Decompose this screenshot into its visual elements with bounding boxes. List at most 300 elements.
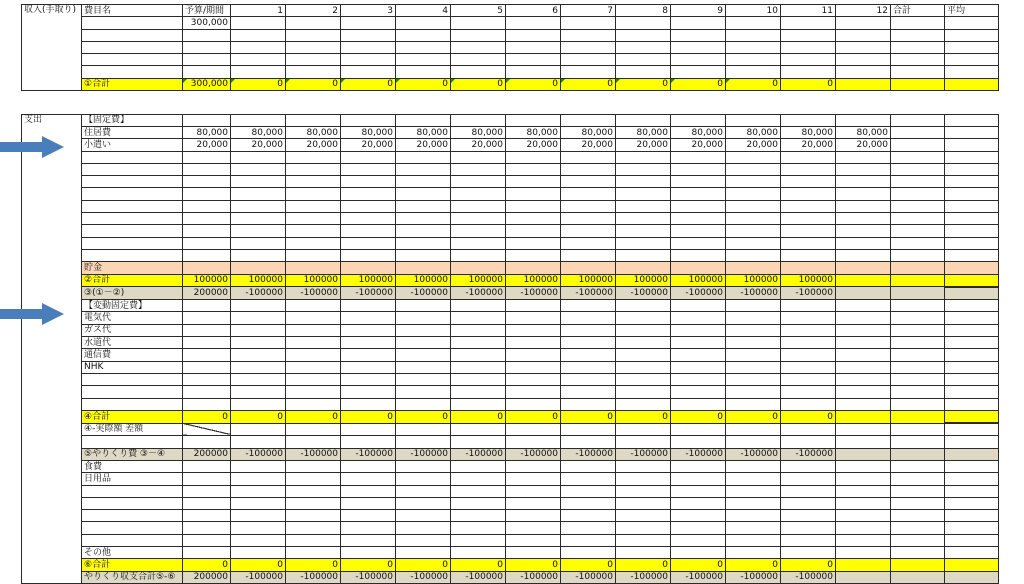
empty-cell[interactable] [286,66,341,78]
empty-cell[interactable] [616,398,671,410]
cell[interactable]: 80,000 [231,126,286,138]
empty-cell[interactable] [561,200,616,212]
section-cell[interactable] [22,225,82,237]
empty-cell[interactable] [836,176,891,188]
cell[interactable]: -100000 [726,571,781,583]
empty-cell[interactable] [836,534,891,546]
empty-cell[interactable] [945,473,999,485]
empty-cell[interactable] [836,312,891,324]
empty-cell[interactable] [726,497,781,509]
empty-cell[interactable] [616,66,671,78]
empty-cell[interactable] [781,188,836,200]
empty-cell[interactable] [836,66,891,78]
section-cell[interactable] [22,66,82,78]
empty-cell[interactable] [396,41,451,53]
empty-cell[interactable] [891,249,945,261]
empty-cell[interactable] [945,312,999,324]
empty-cell[interactable] [183,151,231,163]
empty-cell[interactable] [396,163,451,175]
cell[interactable]: 0 [183,559,231,571]
empty-cell[interactable] [341,398,396,410]
empty-cell[interactable] [396,176,451,188]
cell[interactable]: 8 [616,5,671,17]
section-cell[interactable] [22,176,82,188]
empty-cell[interactable] [671,249,726,261]
empty-cell[interactable] [286,176,341,188]
empty-cell[interactable] [781,237,836,249]
empty-cell[interactable] [183,176,231,188]
cell[interactable]: -100000 [506,287,561,300]
cell[interactable]: 80,000 [836,126,891,138]
cell[interactable]: 100000 [396,274,451,287]
empty-cell[interactable] [183,54,231,66]
empty-cell[interactable] [231,176,286,188]
empty-cell[interactable] [616,436,671,448]
cell[interactable]: 11 [781,5,836,17]
empty-cell[interactable] [781,534,836,546]
cell[interactable]: 0 [616,559,671,571]
empty-cell[interactable] [781,497,836,509]
empty-cell[interactable] [506,497,561,509]
section-cell[interactable] [22,423,82,436]
empty-cell[interactable] [945,547,999,559]
empty-cell[interactable] [396,436,451,448]
empty-cell[interactable] [451,66,506,78]
empty-cell[interactable] [945,274,999,287]
empty-cell[interactable] [82,188,183,200]
section-cell[interactable] [22,373,82,385]
empty-cell[interactable] [945,373,999,385]
empty-cell[interactable] [945,54,999,66]
empty-cell[interactable] [781,176,836,188]
empty-cell[interactable] [231,349,286,361]
empty-cell[interactable] [231,188,286,200]
empty-cell[interactable] [396,54,451,66]
empty-cell[interactable] [183,163,231,175]
empty-cell[interactable] [891,448,945,460]
empty-cell[interactable] [945,17,999,29]
section-cell[interactable] [22,54,82,66]
empty-cell[interactable] [891,139,945,151]
empty-cell[interactable] [616,176,671,188]
empty-cell[interactable] [945,139,999,151]
empty-cell[interactable] [286,225,341,237]
cell[interactable]: 300,000 [183,78,231,90]
section-cell[interactable] [22,571,82,583]
cell[interactable]: ②合計 [82,274,183,287]
empty-cell[interactable] [231,398,286,410]
empty-cell[interactable] [726,151,781,163]
empty-cell[interactable] [506,547,561,559]
empty-cell[interactable] [183,66,231,78]
cell[interactable]: -100000 [231,287,286,300]
empty-cell[interactable] [726,361,781,373]
empty-cell[interactable] [726,312,781,324]
empty-cell[interactable] [506,373,561,385]
cell[interactable]: 合計 [891,5,945,17]
empty-cell[interactable] [231,473,286,485]
cell[interactable]: 20,000 [561,139,616,151]
cell[interactable]: その他 [82,547,183,559]
cell[interactable]: 100000 [781,274,836,287]
empty-cell[interactable] [286,41,341,53]
empty-cell[interactable] [506,349,561,361]
empty-cell[interactable] [616,54,671,66]
empty-cell[interactable] [286,522,341,534]
empty-cell[interactable] [891,17,945,29]
empty-cell[interactable] [616,188,671,200]
empty-cell[interactable] [671,497,726,509]
empty-cell[interactable] [836,151,891,163]
empty-cell[interactable] [616,249,671,261]
empty-cell[interactable] [286,114,341,126]
cell[interactable]: -100000 [231,448,286,460]
cell[interactable]: 20,000 [451,139,506,151]
empty-cell[interactable] [183,41,231,53]
empty-cell[interactable] [891,460,945,472]
empty-cell[interactable] [506,41,561,53]
empty-cell[interactable] [286,237,341,249]
empty-cell[interactable] [506,473,561,485]
empty-cell[interactable] [451,200,506,212]
empty-cell[interactable] [82,29,183,41]
empty-cell[interactable] [231,510,286,522]
empty-cell[interactable] [836,287,891,300]
empty-cell[interactable] [781,460,836,472]
empty-cell[interactable] [891,126,945,138]
empty-cell[interactable] [82,213,183,225]
cell[interactable]: 0 [781,78,836,90]
empty-cell[interactable] [506,262,561,274]
empty-cell[interactable] [341,436,396,448]
empty-cell[interactable] [506,522,561,534]
empty-cell[interactable] [671,312,726,324]
cell[interactable]: 20,000 [726,139,781,151]
empty-cell[interactable] [341,423,396,436]
empty-cell[interactable] [561,337,616,349]
empty-cell[interactable] [616,200,671,212]
empty-cell[interactable] [451,54,506,66]
empty-cell[interactable] [561,17,616,29]
empty-cell[interactable] [561,114,616,126]
section-cell[interactable] [22,547,82,559]
empty-cell[interactable] [891,361,945,373]
empty-cell[interactable] [891,559,945,571]
section-cell[interactable] [22,473,82,485]
empty-cell[interactable] [891,66,945,78]
empty-cell[interactable] [286,423,341,436]
cell[interactable]: 80,000 [341,126,396,138]
empty-cell[interactable] [726,188,781,200]
empty-cell[interactable] [616,17,671,29]
empty-cell[interactable] [891,534,945,546]
cell[interactable]: -100000 [781,571,836,583]
cell[interactable]: 7 [561,5,616,17]
empty-cell[interactable] [341,249,396,261]
empty-cell[interactable] [341,337,396,349]
empty-cell[interactable] [451,373,506,385]
empty-cell[interactable] [183,547,231,559]
section-cell[interactable] [22,386,82,398]
empty-cell[interactable] [82,225,183,237]
cell[interactable]: 0 [671,410,726,423]
empty-cell[interactable] [231,29,286,41]
empty-cell[interactable] [891,200,945,212]
empty-cell[interactable] [945,398,999,410]
empty-cell[interactable] [286,473,341,485]
empty-cell[interactable] [396,151,451,163]
empty-cell[interactable] [616,349,671,361]
empty-cell[interactable] [396,522,451,534]
empty-cell[interactable] [561,485,616,497]
section-cell[interactable] [22,188,82,200]
empty-cell[interactable] [616,29,671,41]
empty-cell[interactable] [451,213,506,225]
cell[interactable]: 100000 [726,274,781,287]
empty-cell[interactable] [341,522,396,534]
section-cell[interactable] [22,534,82,546]
cell[interactable]: 80,000 [451,126,506,138]
empty-cell[interactable] [781,386,836,398]
empty-cell[interactable] [286,200,341,212]
empty-cell[interactable] [945,188,999,200]
empty-cell[interactable] [506,163,561,175]
empty-cell[interactable] [726,436,781,448]
cell[interactable]: -100000 [506,571,561,583]
empty-cell[interactable] [341,17,396,29]
empty-cell[interactable] [82,534,183,546]
empty-cell[interactable] [506,361,561,373]
cell[interactable]: 0 [506,559,561,571]
cell[interactable]: 200000 [183,287,231,300]
empty-cell[interactable] [396,373,451,385]
cell[interactable]: 貯金 [82,262,183,274]
empty-cell[interactable] [616,373,671,385]
cell[interactable]: ガス代 [82,324,183,336]
cell[interactable]: -100000 [561,448,616,460]
cell[interactable]: -100000 [451,571,506,583]
empty-cell[interactable] [616,460,671,472]
section-cell[interactable] [22,274,82,287]
cell[interactable]: 0 [671,78,726,90]
empty-cell[interactable] [836,510,891,522]
empty-cell[interactable] [836,163,891,175]
empty-cell[interactable] [183,337,231,349]
empty-cell[interactable] [945,534,999,546]
empty-cell[interactable] [616,547,671,559]
empty-cell[interactable] [341,225,396,237]
empty-cell[interactable] [891,522,945,534]
empty-cell[interactable] [396,423,451,436]
empty-cell[interactable] [451,151,506,163]
empty-cell[interactable] [183,324,231,336]
empty-cell[interactable] [891,29,945,41]
section-cell[interactable] [22,200,82,212]
empty-cell[interactable] [891,473,945,485]
cell[interactable]: 0 [451,559,506,571]
cell[interactable]: 0 [341,410,396,423]
empty-cell[interactable] [781,373,836,385]
empty-cell[interactable] [451,349,506,361]
empty-cell[interactable] [726,423,781,436]
empty-cell[interactable] [183,262,231,274]
cell[interactable]: -100000 [451,448,506,460]
empty-cell[interactable] [396,262,451,274]
empty-cell[interactable] [561,460,616,472]
empty-cell[interactable] [183,373,231,385]
empty-cell[interactable] [891,262,945,274]
empty-cell[interactable] [231,249,286,261]
empty-cell[interactable] [836,349,891,361]
empty-cell[interactable] [891,386,945,398]
empty-cell[interactable] [726,29,781,41]
empty-cell[interactable] [836,423,891,436]
empty-cell[interactable] [616,312,671,324]
empty-cell[interactable] [286,312,341,324]
cell[interactable]: -100000 [671,571,726,583]
empty-cell[interactable] [183,188,231,200]
cell[interactable]: 食費 [82,460,183,472]
empty-cell[interactable] [781,151,836,163]
cell[interactable]: 20,000 [341,139,396,151]
empty-cell[interactable] [781,349,836,361]
empty-cell[interactable] [891,300,945,312]
empty-cell[interactable] [451,225,506,237]
empty-cell[interactable] [671,225,726,237]
empty-cell[interactable] [451,473,506,485]
empty-cell[interactable] [506,460,561,472]
cell[interactable]: 100000 [231,274,286,287]
empty-cell[interactable] [671,54,726,66]
empty-cell[interactable] [183,423,231,436]
section-cell[interactable] [22,213,82,225]
empty-cell[interactable] [82,237,183,249]
cell[interactable]: 【固定費】 [82,114,183,126]
section-cell[interactable] [22,398,82,410]
empty-cell[interactable] [396,29,451,41]
empty-cell[interactable] [506,225,561,237]
empty-cell[interactable] [945,78,999,90]
empty-cell[interactable] [183,225,231,237]
empty-cell[interactable] [506,386,561,398]
empty-cell[interactable] [341,300,396,312]
empty-cell[interactable] [891,54,945,66]
empty-cell[interactable] [231,460,286,472]
empty-cell[interactable] [945,249,999,261]
empty-cell[interactable] [231,300,286,312]
empty-cell[interactable] [726,534,781,546]
cell[interactable]: 住居費 [82,126,183,138]
empty-cell[interactable] [396,510,451,522]
empty-cell[interactable] [726,547,781,559]
cell[interactable]: 4 [396,5,451,17]
empty-cell[interactable] [561,398,616,410]
section-cell[interactable] [22,559,82,571]
cell[interactable]: 0 [451,410,506,423]
empty-cell[interactable] [506,114,561,126]
empty-cell[interactable] [891,213,945,225]
cell[interactable]: -100000 [561,571,616,583]
empty-cell[interactable] [671,361,726,373]
empty-cell[interactable] [82,163,183,175]
empty-cell[interactable] [286,386,341,398]
cell[interactable]: 日用品 [82,473,183,485]
cell[interactable]: 0 [726,410,781,423]
empty-cell[interactable] [506,436,561,448]
empty-cell[interactable] [616,324,671,336]
cell[interactable]: 0 [231,78,286,90]
empty-cell[interactable] [836,262,891,274]
empty-cell[interactable] [561,29,616,41]
empty-cell[interactable] [451,497,506,509]
empty-cell[interactable] [836,398,891,410]
empty-cell[interactable] [506,485,561,497]
empty-cell[interactable] [781,312,836,324]
cell[interactable]: 0 [396,559,451,571]
empty-cell[interactable] [231,337,286,349]
empty-cell[interactable] [183,473,231,485]
empty-cell[interactable] [891,237,945,249]
empty-cell[interactable] [341,163,396,175]
empty-cell[interactable] [341,386,396,398]
empty-cell[interactable] [286,398,341,410]
empty-cell[interactable] [561,324,616,336]
cell[interactable]: 0 [286,410,341,423]
empty-cell[interactable] [781,324,836,336]
empty-cell[interactable] [726,213,781,225]
empty-cell[interactable] [506,324,561,336]
empty-cell[interactable] [451,460,506,472]
cell[interactable]: 0 [781,559,836,571]
empty-cell[interactable] [781,200,836,212]
empty-cell[interactable] [396,473,451,485]
empty-cell[interactable] [561,373,616,385]
empty-cell[interactable] [561,534,616,546]
empty-cell[interactable] [671,114,726,126]
cell[interactable]: 20,000 [616,139,671,151]
empty-cell[interactable] [726,522,781,534]
cell[interactable]: 20,000 [231,139,286,151]
cell[interactable]: 20,000 [396,139,451,151]
empty-cell[interactable] [183,249,231,261]
empty-cell[interactable] [396,337,451,349]
empty-cell[interactable] [891,324,945,336]
empty-cell[interactable] [726,262,781,274]
empty-cell[interactable] [231,66,286,78]
empty-cell[interactable] [506,510,561,522]
empty-cell[interactable] [836,559,891,571]
empty-cell[interactable] [396,485,451,497]
empty-cell[interactable] [945,300,999,312]
empty-cell[interactable] [671,373,726,385]
empty-cell[interactable] [616,163,671,175]
cell[interactable]: ⑤やりくり費 ③－④ [82,448,183,460]
section-cell[interactable] [22,324,82,336]
cell[interactable]: ③(①－②) [82,287,183,300]
empty-cell[interactable] [836,200,891,212]
cell[interactable]: 平均 [945,5,999,17]
empty-cell[interactable] [341,237,396,249]
cell[interactable]: 0 [396,78,451,90]
empty-cell[interactable] [231,534,286,546]
cell[interactable]: -100000 [286,571,341,583]
empty-cell[interactable] [781,436,836,448]
empty-cell[interactable] [726,17,781,29]
cell[interactable]: 20,000 [836,139,891,151]
cell[interactable]: -100000 [341,571,396,583]
empty-cell[interactable] [231,423,286,436]
empty-cell[interactable] [836,373,891,385]
